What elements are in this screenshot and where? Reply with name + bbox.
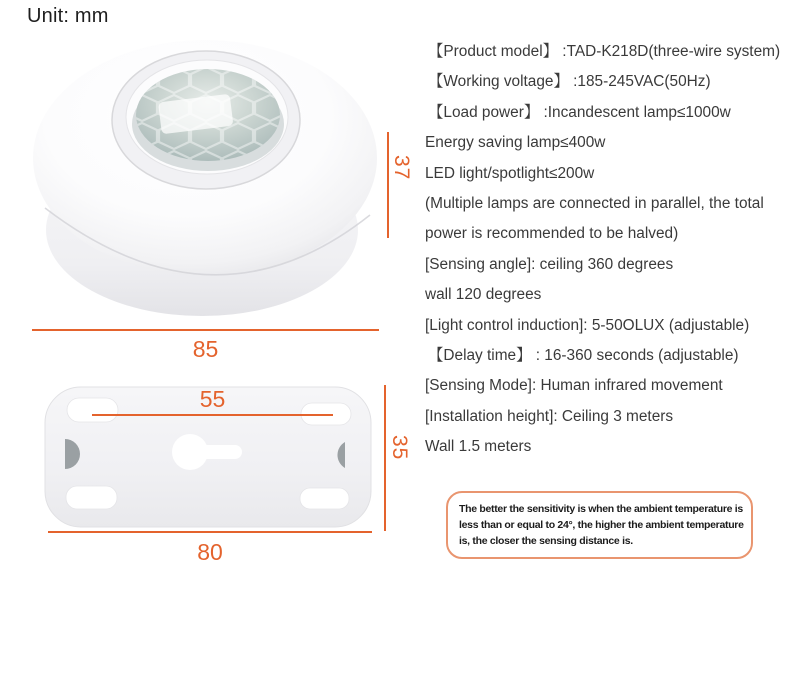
spec-line-wall-angle: wall 120 degrees <box>425 286 542 304</box>
bracket-slot-bottom-left <box>66 486 117 509</box>
dim-label-sensor-width: 85 <box>192 336 219 362</box>
spec-line-sensing-angle: [Sensing angle]: ceiling 360 degrees <box>425 255 674 273</box>
spec-line-sensing-mode: [Sensing Mode]: Human infrared movement <box>425 377 723 395</box>
note-line-2: less than or equal to 24°, the higher the ambient temperature <box>459 518 744 531</box>
note-line-1: The better the sensitivity is when the ambient temperature is <box>459 503 743 515</box>
dim-line-sensor-height <box>387 132 389 238</box>
spec-line-energy-saving: Energy saving lamp≤400w <box>425 134 606 152</box>
spec-line-installation-height: [Installation height]: Ceiling 3 meters <box>425 407 674 425</box>
spec-line-product-model: 【Product model】 :TAD-K218D(three-wire system) <box>428 43 781 60</box>
dim-line-bracket-width <box>48 531 372 533</box>
spec-line-parallel-note-1: (Multiple lamps are connected in parallel, the total <box>425 195 764 213</box>
sensitivity-note-box <box>446 491 753 559</box>
note-line-3: is, the closer the sensing distance is. <box>459 534 633 547</box>
dim-line-bracket-holes <box>92 414 333 416</box>
spec-list <box>425 37 795 463</box>
bracket-slot-bottom-right <box>300 488 349 509</box>
spec-line-led-light: LED light/spotlight≤200w <box>425 164 595 182</box>
dim-line-bracket-height <box>384 385 386 531</box>
dim-label-bracket-width: 80 <box>197 539 223 565</box>
spec-line-wall-height: Wall 1.5 meters <box>425 438 532 456</box>
unit-label: Unit: mm <box>27 5 109 27</box>
dim-label-bracket-holes: 55 <box>199 386 226 412</box>
spec-line-light-control: [Light control induction]: 5-50OLUX (adjustable) <box>425 316 750 334</box>
spec-line-delay-time: 【Delay time】 : 16-360 seconds (adjustable) <box>428 347 739 365</box>
dim-label-bracket-height: 35 <box>388 435 411 461</box>
spec-line-load-power: 【Load power】 :Incandescent lamp≤1000w <box>428 103 731 121</box>
spec-line-parallel-note-2: power is recommended to be halved) <box>425 225 679 243</box>
sensor-photo <box>30 38 382 320</box>
spec-line-working-voltage: 【Working voltage】 :185-245VAC(50Hz) <box>428 73 711 91</box>
dim-line-sensor-width <box>32 329 379 331</box>
dim-label-sensor-height: 37 <box>390 155 413 181</box>
